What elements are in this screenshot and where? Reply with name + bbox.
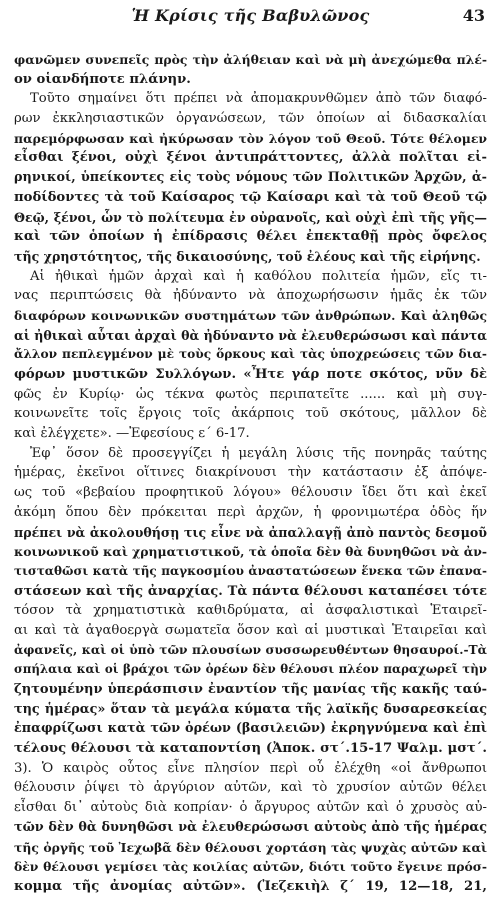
text-line: κομμα τῆς ἀνομίας αὐτῶν». (Ἰεζεκιὴλ ζ΄ 19, 12—18, 21, — [14, 878, 487, 894]
text-line: ζητουμένην ὑπεράσπισιν ἐναντίον τῆς μανίας τῆς κακῆς ταύ- — [14, 682, 487, 697]
text-line: ρηνικοί, ὑπείκοντες εἰς τοὺς νόμους τῶν Πολιτικῶν Ἀρχῶν, ἀ- — [14, 170, 487, 186]
text-line: καὶ ἐλέγχετε». —Ἐφεσίους ε΄ 6-17. — [14, 426, 250, 442]
text-line: στάσεων καὶ τῆς ἀναρχίας. Τὰ πάντα θέλουσι καταπέσει τότε — [14, 583, 487, 599]
text-line: ον οἱανδήποτε πλάνην. — [14, 71, 191, 87]
text-line: ἐπαφρίζωσι κατὰ τῶν ὀρέων (βασιλειῶν) ἐκρηγνύμενα καὶ ἐπὶ — [14, 721, 487, 737]
text-line: κοινωνεῖτε τοῖς ἔργοις τοῖς ἀκάρποις τοῦ σκότους, μᾶλλον δὲ — [14, 406, 487, 422]
text-line: φόρων μυστικῶν Συλλόγων. «Ἦτε γάρ ποτε σκότος, νῦν δὲ — [14, 367, 487, 382]
running-title: Ἡ Κρίσις τῆς Βαβυλῶνος — [131, 6, 370, 25]
text-line: φῶς ἐν Κυρίῳ· ὡς τέκνα φωτὸς περιπατεῖτε ...... καὶ μὴ συγ- — [14, 386, 487, 402]
text-line: σπήλαια καὶ οἱ βράχοι τῶν ὀρέων δὲν θέλουσι πλέον παραχωρεῖ τὴν — [14, 662, 487, 677]
text-line: ἀκόμη ὅπου δὲν πρόκειται περὶ ἀρχῶν, ἡ φρονιμωτέρα ὁδὸς ἥν — [14, 504, 487, 520]
text-line: Ἐφ᾽ ὅσον δὲ προσεγγίζει ἡ μεγάλη λύσις τῆς πονηρᾶς ταύτης — [30, 445, 487, 461]
text-line: τῆς χρηστότητος, τῆς δικαιοσύνης, τοῦ ἐλέους καὶ τῆς εἰρήνης. — [14, 248, 481, 264]
page-header — [14, 6, 487, 28]
text-line: παρεμόρφωσαν καὶ ἠκύρωσαν τὸν λόγον τοῦ Θεοῦ. Τότε θέλομεν — [14, 130, 487, 146]
text-line: θέλουσιν ῥίψει τὸ ἀργύριον αὐτῶν, καὶ τὸ χρυσίον αὐτῶν θέλει — [14, 780, 487, 796]
text-line: τῆς ὀργῆς τοῦ Ἰεχωβᾶ δὲν θέλουσι χορτάση τὰς ψυχὰς αὐτῶν καὶ — [14, 839, 487, 855]
text-line: διαφόρων κοινωνικῶν συστημάτων τῶν ἀνθρώπων. Καὶ ἀληθῶς — [14, 307, 487, 323]
text-line: δὲν θέλουσι γεμίσει τὰς κοιλίας αὐτῶν, διότι τοῦτο ἔγεινε πρόσ- — [14, 859, 487, 875]
text-line: τέλους θέλουσι τὰ καταποντίση (Ἀποκ. στ΄.15-17 Ψαλμ. μστ΄. — [14, 741, 487, 757]
book-page — [14, 6, 487, 894]
text-line: ἡμέρας, ἐκεῖνοι οἵτινες διακρίνουσι τὴν κατάστασιν ἐξ ἀπόψε- — [14, 465, 487, 481]
text-line: αἱ ἠθικαὶ αὗται ἀρχαὶ θὰ ἠδύναντο νὰ ἐλευθερώσωσι καὶ πάντα — [14, 327, 487, 343]
text-line: ως τοῦ «βεβαίου προφητικοῦ λόγου» θέλουσιν ἴδει ὅτι καὶ ἐκεῖ — [14, 485, 487, 501]
text-line: της ἡμέρας» ὅταν τὰ μεγάλα κύματα τῆς λαϊκῆς δυσαρεσκείας — [14, 701, 487, 717]
text-line: κοινωνικοῦ καὶ χρηματιστικοῦ, τὰ ὁποῖα δὲν θὰ δυνηθῶσι νὰ ἀν- — [14, 544, 487, 560]
text-line: εἶσθαι δι᾽ αὐτοὺς διὰ κοπρίαν· ὁ ἄργυρος αὐτῶν καὶ ὁ χρυσὸς αὐ- — [14, 800, 487, 816]
text-line: τόσον τὰ χρηματιστικὰ καθιδρύματα, αἱ ἀσφαλιστικαὶ Ἑταιρεῖ- — [14, 603, 487, 619]
text-line: εἶσθαι ξένοι, οὐχὶ ξένοι ἀντιπράττοντες, ἀλλὰ πολῖται εἰ- — [14, 150, 487, 166]
page-number: 43 — [462, 6, 485, 25]
text-line: ρων ἐκκλησιαστικῶν ὀργανώσεων, τῶν ὁποίων αἱ διδασκαλίαι — [14, 111, 487, 127]
text-line: καὶ τῶν ὁποίων ἡ ἐπίδρασις θέλει ἐπεκταθῇ πρὸς ὄφελος — [14, 229, 487, 245]
text-line: φανῶμεν συνεπεῖς πρὸς τὴν ἀλήθειαν καὶ νὰ μὴ ἀνεχώμεθα πλέ- — [14, 52, 487, 67]
text-line: τισταθῶσι κατὰ τῆς παγκοσμίου ἀναστατώσεων ἕνεκα τῶν ἐπανα- — [14, 563, 487, 578]
text-line: ἄλλον πεπλεγμένον μὲ τοὺς ὅρκους καὶ τὰς ὑποχρεώσεις τῶν δια- — [14, 347, 487, 362]
text-line: πρέπει νὰ ἀκολουθήσῃ τις εἶνε νὰ ἀπαλλαγῇ ἀπὸ παντὸς δεσμοῦ — [14, 524, 487, 540]
text-line: ποδίδοντες τὰ τοῦ Καίσαρος τῷ Καίσαρι καὶ τὰ τοῦ Θεοῦ τῷ — [14, 189, 487, 205]
text-line: Τοῦτο σημαίνει ὅτι πρέπει νὰ ἀπομακρυνθῶμεν ἀπὸ τῶν διαφό- — [30, 91, 487, 107]
text-line: νας περιπτώσεις θὰ ἠδύναντο νὰ ἀποχωρήσωσιν ἡμᾶς ἐκ τῶν — [14, 288, 487, 304]
text-line: Θεῷ, ξένοι, ὧν τὸ πολίτευμα ἐν οὐρανοῖς, καὶ οὐχὶ ἐπὶ τῆς γῆς— — [14, 209, 487, 225]
text-line: τῶν δὲν θὰ δυνηθῶσι νὰ ἐλευθερώσωσι αὐτοὺς ἀπὸ τῆς ἡμέρας — [14, 819, 487, 835]
text-line: ἀφανεῖς, καὶ οἱ ὑπὸ τῶν πλουσίων συσσωρευθέντων θησαυροί.-Τὰ — [14, 642, 487, 657]
text-line: Αἱ ἠθικαὶ ἡμῶν ἀρχαὶ καὶ ἡ καθόλου πολιτεία ἡμῶν, εἴς τι- — [30, 268, 487, 284]
text-line: 3). Ὁ καιρὸς οὗτος εἶνε πλησίον περὶ οὗ ἐλέχθη «οἱ ἄνθρωποι — [14, 760, 487, 776]
body-text — [14, 50, 487, 897]
text-line: αι καὶ τὰ ἀγαθοεργὰ σωματεῖα ὅσον καὶ αἱ μυστικαὶ Ἑταιρεῖαι καὶ — [14, 622, 487, 638]
